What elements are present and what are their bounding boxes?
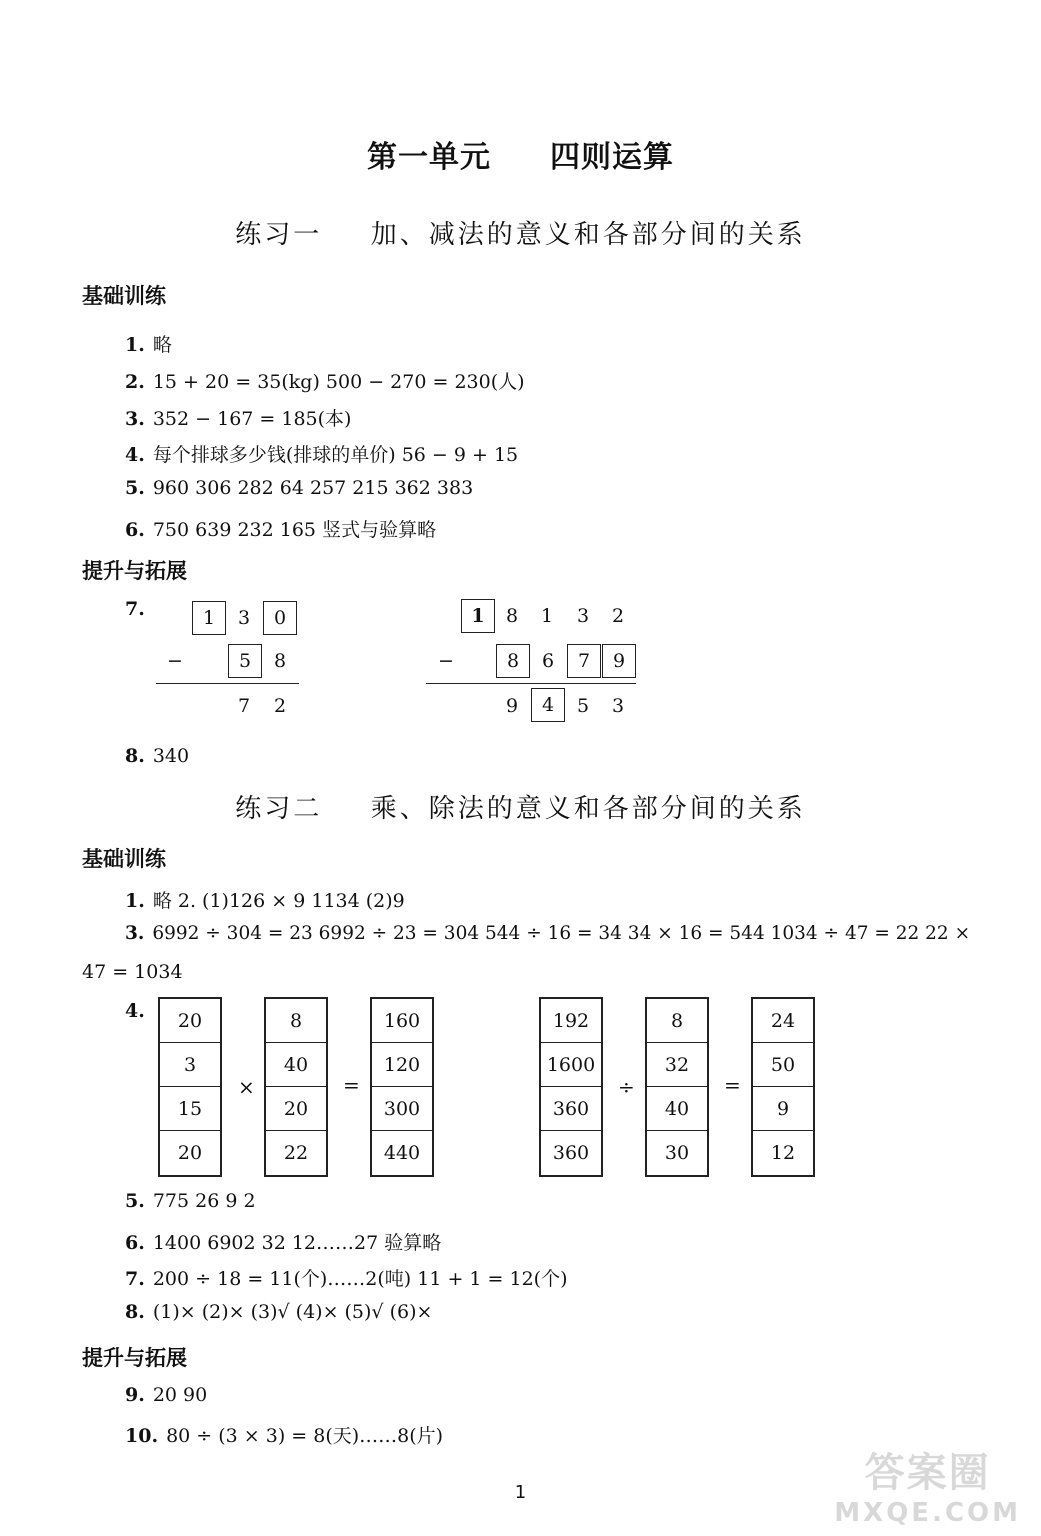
q4-right-equals-sign: = (724, 1073, 741, 1097)
q7-right-top-digit-1: 1 (461, 599, 495, 633)
q4-left-multiply-sign: × (238, 1075, 255, 1099)
ex2-item-9: 9. 20 90 (125, 1384, 208, 1406)
ex2-item-3-continued: 47 = 1034 (82, 961, 183, 983)
q7-right-rule (426, 683, 636, 684)
ex2-item-8: 8. (1)× (2)× (3)√ (4)× (5)√ (6)× (125, 1301, 433, 1323)
ex1-item-5: 5. 960 306 282 64 257 215 362 383 (125, 477, 474, 499)
exercise-1-topic: 加、减法的意义和各部分间的关系 (370, 220, 806, 250)
q7-left-mid-digit-1: 5 (228, 644, 262, 678)
q4-right-column-2: 8 32 40 30 (645, 997, 709, 1177)
q7-right-minus-sign: − (438, 650, 454, 672)
page-number: 1 (514, 1482, 527, 1503)
exercise-2-title (0, 788, 1041, 825)
ex1-extension-heading: 提升与拓展 (82, 559, 187, 583)
ex1-q7-number: 7. (125, 598, 145, 620)
unit-title-number: 第一单元 (367, 140, 492, 175)
ex1-item-2: 2. 15 + 20 = 35(kg) 500 − 270 = 230(人) (125, 371, 525, 393)
q4-right-divide-sign: ÷ (618, 1075, 635, 1099)
exercise-1-title (0, 214, 1041, 251)
q7-right-result-digit-1: 9 (505, 695, 519, 717)
ex1-item-1: 1. 略 (125, 334, 172, 356)
q7-left-result-digit-2: 2 (273, 695, 287, 717)
ex2-q4-number: 4. (125, 1000, 145, 1022)
q7-right-mid-digit-1: 8 (496, 644, 530, 678)
ex1-item-3: 3. 352 − 167 = 185(本) (125, 408, 352, 430)
exercise-2-label: 练习二 (235, 794, 323, 824)
ex2-item-3: 3. 6992 ÷ 304 = 23 6992 ÷ 23 = 304 544 ÷ 16 = 34 34 × 16 = 544 1034 ÷ 47 = 22 22 × (125, 923, 971, 944)
q7-right-result-digit-4: 3 (611, 695, 625, 717)
q4-left-column-3: 160 120 300 440 (370, 997, 434, 1177)
q7-left-rule (156, 683, 299, 684)
ex2-item-6: 6. 1400 6902 32 12……27 验算略 (125, 1232, 442, 1254)
ex2-item-5: 5. 775 26 9 2 (125, 1190, 256, 1212)
q7-right-mid-digit-4: 9 (602, 644, 636, 678)
q4-left-column-1: 20 3 15 20 (158, 997, 222, 1177)
unit-title-name: 四则运算 (549, 140, 674, 175)
q7-right-top-digit-3: 1 (540, 605, 554, 627)
ex1-item-6: 6. 750 639 232 165 竖式与验算略 (125, 519, 437, 541)
q7-right-result-digit-2: 4 (531, 688, 565, 722)
q7-left-top-digit-3: 0 (263, 601, 297, 635)
q7-left-minus-sign: − (167, 650, 183, 672)
exercise-1-label: 练习一 (235, 220, 323, 250)
ex1-basic-heading: 基础训练 (82, 284, 166, 308)
watermark-logo: 答案圈 MXQE.COM (834, 1450, 1021, 1528)
unit-title (0, 132, 1041, 176)
ex1-q8: 8. 340 (125, 745, 190, 767)
ex2-item-10: 10. 80 ÷ (3 × 3) = 8(天)……8(片) (125, 1425, 444, 1447)
q4-right-column-3: 24 50 9 12 (751, 997, 815, 1177)
ex2-extension-heading: 提升与拓展 (82, 1346, 187, 1370)
ex2-basic-heading: 基础训练 (82, 847, 166, 871)
exercise-2-topic: 乘、除法的意义和各部分间的关系 (370, 794, 806, 824)
ex1-item-4: 4. 每个排球多少钱(排球的单价) 56 − 9 + 15 (125, 444, 519, 466)
q7-right-mid-digit-3: 7 (567, 644, 601, 678)
q4-right-column-1: 192 1600 360 360 (539, 997, 603, 1177)
q7-right-mid-digit-2: 6 (541, 650, 555, 672)
q7-left-top-digit-2: 3 (237, 607, 251, 629)
q7-right-result-digit-3: 5 (576, 695, 590, 717)
q7-left-mid-digit-2: 8 (273, 650, 287, 672)
q7-right-top-digit-5: 2 (611, 605, 625, 627)
q7-right-top-digit-2: 8 (505, 605, 519, 627)
q7-left-result-digit-1: 7 (237, 695, 251, 717)
q7-right-top-digit-4: 3 (576, 605, 590, 627)
ex2-item-1-2: 1. 略 2. (1)126 × 9 1134 (2)9 (125, 890, 405, 912)
ex2-item-7: 7. 200 ÷ 18 = 11(个)……2(吨) 11 + 1 = 12(个) (125, 1268, 568, 1290)
q4-left-column-2: 8 40 20 22 (264, 997, 328, 1177)
q4-left-equals-sign: = (343, 1073, 360, 1097)
q7-left-top-digit-1: 1 (192, 601, 226, 635)
